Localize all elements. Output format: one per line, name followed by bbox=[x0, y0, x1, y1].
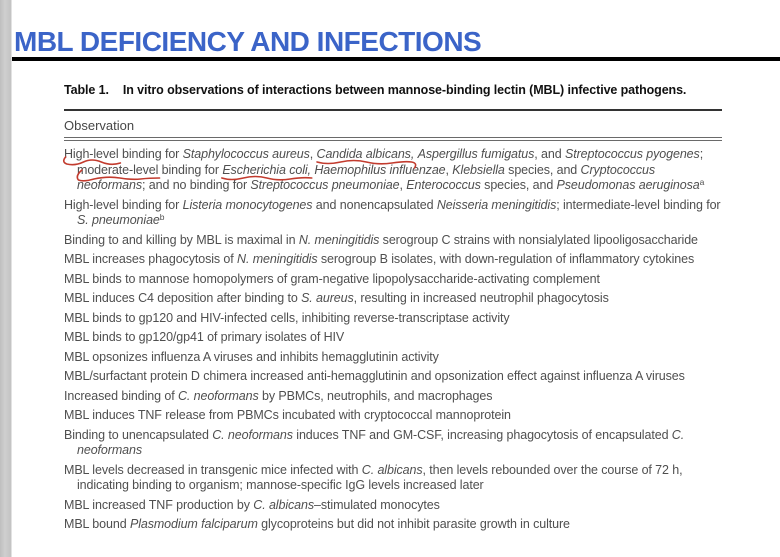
table-header-rule bbox=[64, 137, 722, 141]
table-row: MBL increased TNF production by C. albicans–stimulated monocytes bbox=[64, 497, 440, 512]
table-row: MBL opsonizes influenza A viruses and inhibits hemagglutinin activity bbox=[64, 349, 439, 364]
table-caption bbox=[64, 83, 722, 97]
table-rows bbox=[64, 147, 722, 533]
red-underline-annotation: Escherichia coli, bbox=[222, 163, 311, 177]
table-row: MBL/surfactant protein D chimera increased anti-hemagglutinin and opsonization effect against influenza A viruses bbox=[64, 369, 685, 383]
title-rule bbox=[12, 57, 780, 61]
red-underline-annotation: High-level bbox=[64, 147, 119, 161]
table-1 bbox=[64, 80, 722, 537]
table-row: MBL levels decreased in transgenic mice infected with C. albicans, then levels rebounded over the course of 72 h, indicating binding to organism; mannose-specific IgG levels increased later bbox=[64, 462, 683, 492]
table-row: High-level binding for Staphylococcus aureus, Candida albicans, Aspergillus fumigatus, and Streptococcus pyogenes; moderate-level binding for Escherichia coli, Haemophilus influenzae, Klebsiella species, and Cryptococcus neoformans; and no binding for Streptococcus pneumoniae, Enterococcus species, and Pseudomonas aeruginosa$^a$ bbox=[64, 147, 705, 192]
red-underline-annotation: moderate-level bbox=[77, 163, 158, 177]
red-underline-annotation: Candida albicans, bbox=[317, 147, 415, 161]
table-row: MBL induces TNF release from PBMCs incubated with cryptococcal mannoprotein bbox=[64, 408, 511, 422]
footnote-marker: a bbox=[699, 177, 705, 187]
table-row: Binding to unencapsulated C. neoformans induces TNF and GM-CSF, increasing phagocytosis of encapsulated C. neoformans bbox=[64, 427, 685, 457]
table-row: MBL bound Plasmodium falciparum glycoproteins but did not inhibit parasite growth in culture bbox=[64, 517, 570, 531]
table-caption-label: Table 1. bbox=[64, 83, 109, 97]
table-column-header: Observation bbox=[64, 118, 135, 133]
table-row: MBL binds to gp120 and HIV-infected cells, inhibiting reverse-transcriptase activity bbox=[64, 310, 510, 325]
table-row: MBL increases phagocytosis of N. meningitidis serogroup B isolates, with down-regulation of inflammatory cytokines bbox=[64, 252, 695, 266]
table-top-rule bbox=[64, 109, 722, 111]
table-row: High-level binding for Listeria monocytogenes and nonencapsulated Neisseria meningitidis; intermediate-level binding for S. pneumoniae$^b$ bbox=[64, 197, 721, 227]
footnote-marker: b bbox=[159, 212, 165, 222]
table-row: MBL binds to gp120/gp41 of primary isolates of HIV bbox=[64, 330, 345, 344]
page-title: MBL DEFICIENCY AND INFECTIONS bbox=[14, 26, 482, 57]
table-row: MBL binds to mannose homopolymers of gram-negative lipopolysaccharide-activating complement bbox=[64, 271, 600, 286]
page-edge-strip bbox=[0, 0, 12, 557]
table-row: Increased binding of C. neoformans by PBMCs, neutrophils, and macrophages bbox=[64, 388, 493, 403]
table-row: Binding to and killing by MBL is maximal in N. meningitidis serogroup C strains with nonsialylated lipooligosaccharide bbox=[64, 232, 698, 247]
table-row: MBL induces C4 deposition after binding to S. aureus, resulting in increased neutrophil phagocytosis bbox=[64, 291, 609, 305]
table-caption-text: In vitro observations of interactions between mannose-binding lectin (MBL) infective pathogens. bbox=[122, 83, 687, 97]
